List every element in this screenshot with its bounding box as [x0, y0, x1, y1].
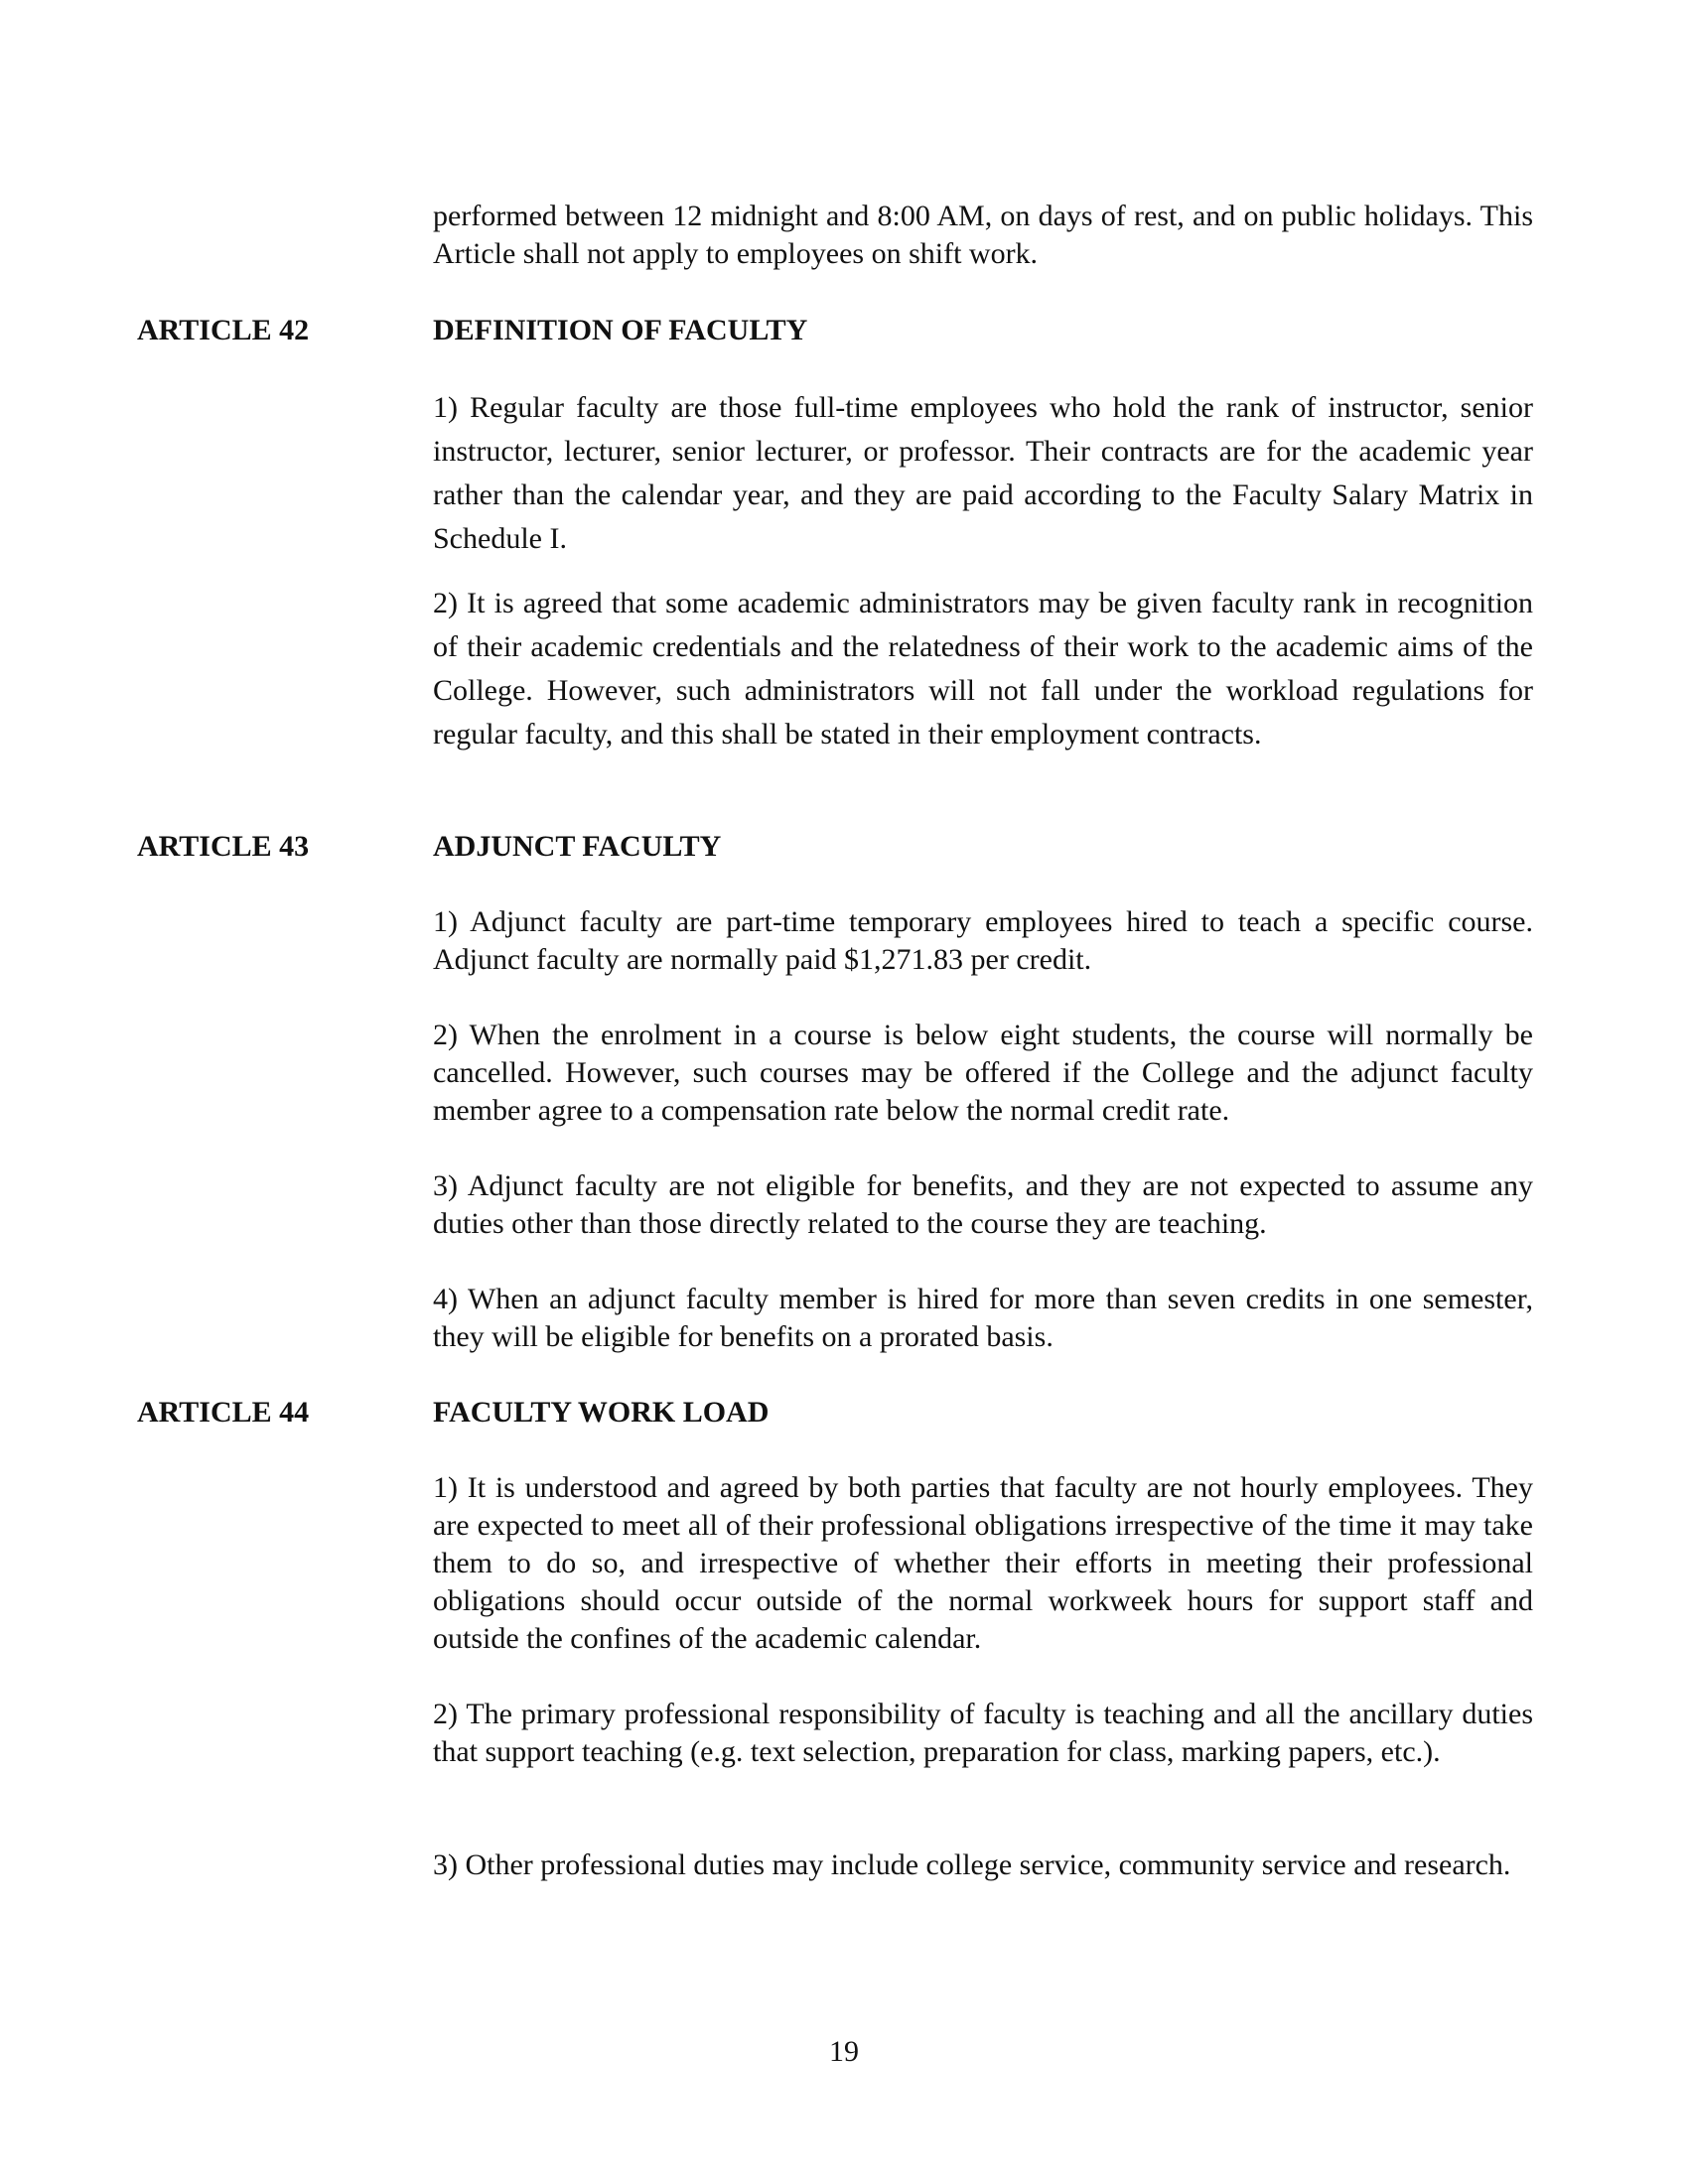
page-number: 19 — [829, 2035, 859, 2068]
article-42-paragraph-1: 1) Regular faculty are those full-time employees who hold the rank of instructor, senior instructor, lecturer, senior lecturer, or professor. Their contracts are for the academic year rather than the calendar year, and they are paid according to the Faculty Salary Matrix in Schedule I. — [433, 391, 1533, 555]
article-43-paragraph-4: 4) When an adjunct faculty member is hired for more than seven credits in one semester, they will be eligible for benefits on a prorated basis. — [433, 1283, 1533, 1353]
article-44-title: FACULTY WORK LOAD — [433, 1396, 770, 1429]
article-43-paragraph-1: 1) Adjunct faculty are part-time temporary employees hired to teach a specific course. Adjunct faculty are normally paid $1,271.83 per credit. — [433, 905, 1533, 976]
article-43-title: ADJUNCT FACULTY — [433, 830, 722, 863]
article-44-label: ARTICLE 44 — [137, 1396, 310, 1429]
article-42-paragraph-2: 2) It is agreed that some academic administrators may be given faculty rank in recognition of their academic credentials and the relatedness of their work to the academic aims of the College. However, such administrators will not fall under the workload regulations for regular faculty, and this shall be stated in their employment contracts. — [433, 587, 1533, 751]
article-43-label: ARTICLE 43 — [137, 830, 310, 863]
article-44-paragraph-3: 3) Other professional duties may include college service, community service and research. — [433, 1848, 1511, 1881]
article-44-paragraph-1: 1) It is understood and agreed by both parties that faculty are not hourly employees. They are expected to meet all of their professional obligations irrespective of the time it may take them to do so, and irrespective of whether their efforts in meeting their professional obligations should occur outside of the normal workweek hours for support staff and outside the confines of the academic calendar. — [433, 1471, 1533, 1655]
article-43-paragraph-3: 3) Adjunct faculty are not eligible for benefits, and they are not expected to assume any duties other than those directly related to the course they are teaching. — [433, 1169, 1533, 1240]
intro-paragraph: performed between 12 midnight and 8:00 AM, on days of rest, and on public holidays. This Article shall not apply to employees on shift work. — [433, 200, 1533, 270]
article-43-paragraph-2: 2) When the enrolment in a course is below eight students, the course will normally be cancelled. However, such courses may be offered if the College and the adjunct faculty member agree to a compensation rate below the normal credit rate. — [433, 1019, 1533, 1127]
article-42-title: DEFINITION OF FACULTY — [433, 314, 808, 346]
article-44-paragraph-2: 2) The primary professional responsibility of faculty is teaching and all the ancillary duties that support teaching (e.g. text selection, preparation for class, marking papers, etc.). — [433, 1698, 1533, 1768]
article-42-label: ARTICLE 42 — [137, 314, 310, 346]
